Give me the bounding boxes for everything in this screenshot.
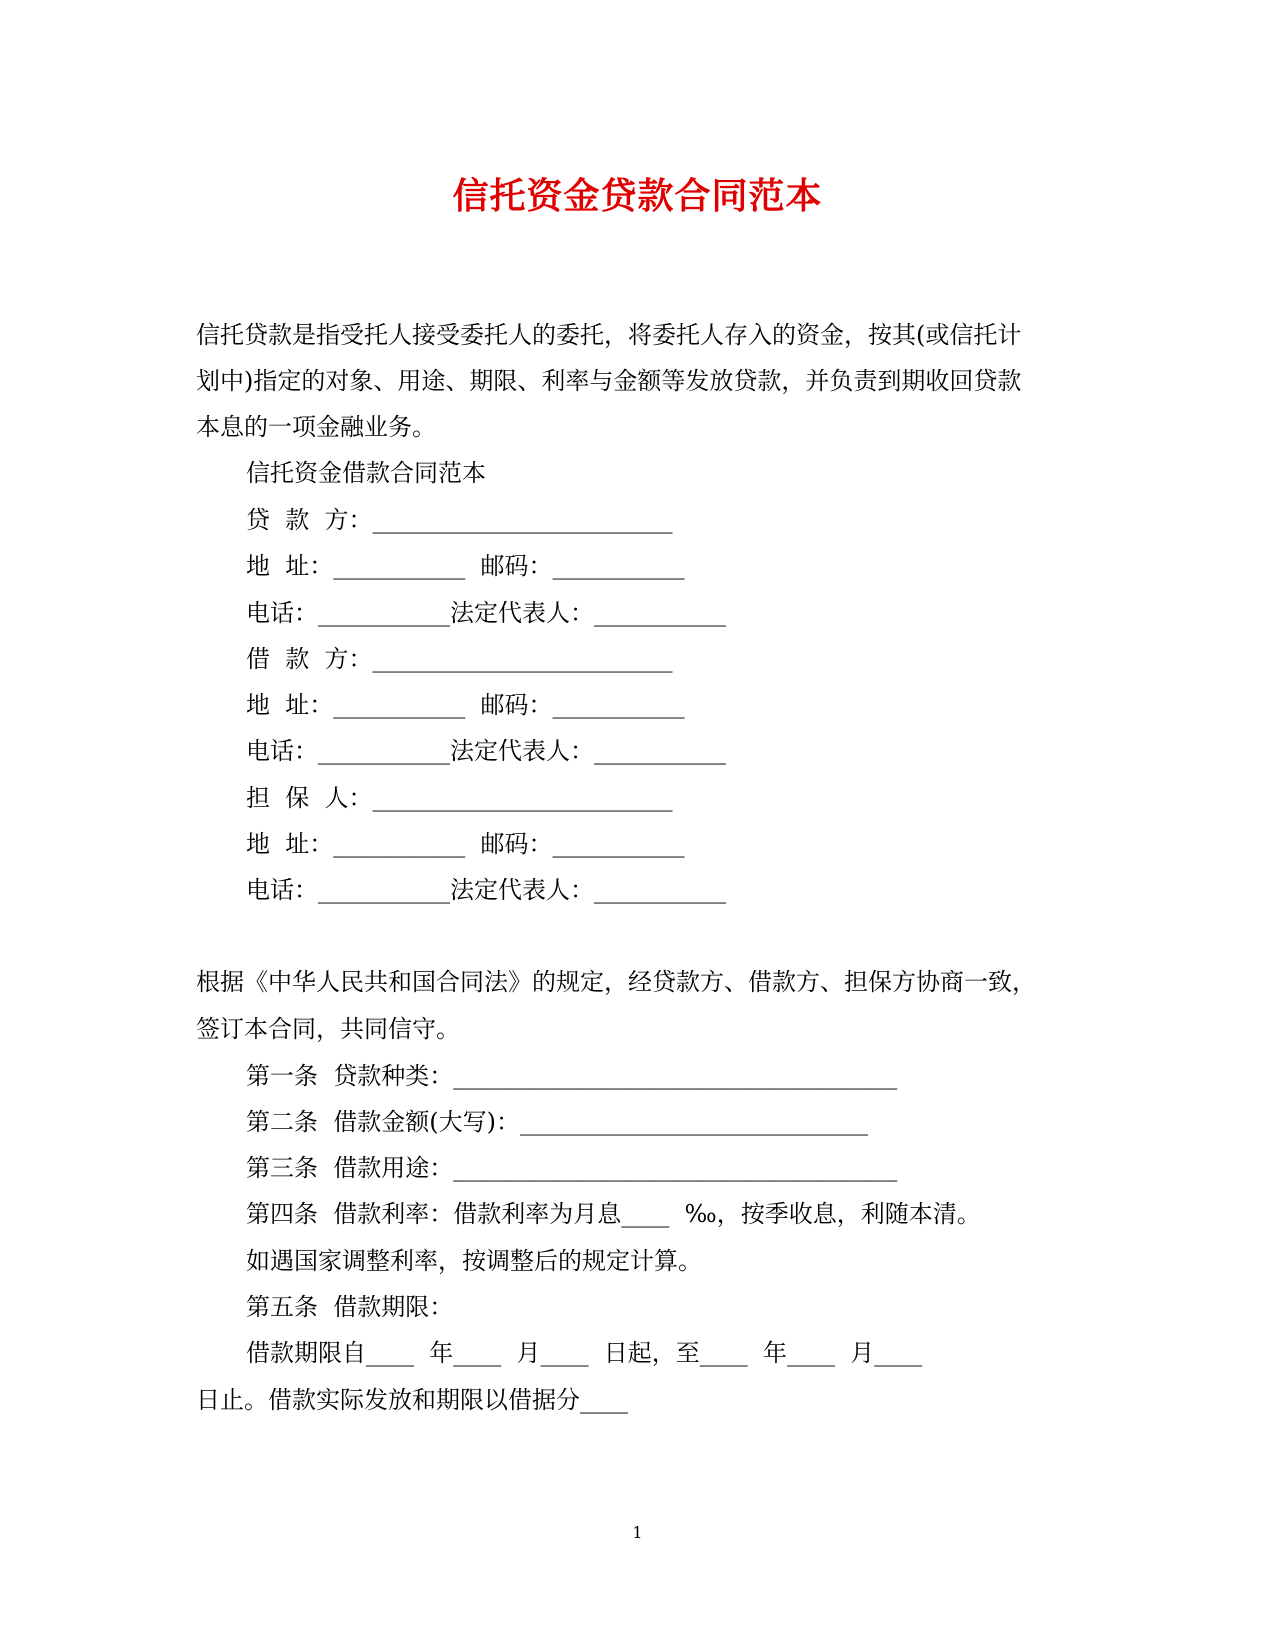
loan-term-line: 借款期限自____ 年____ 月____ 日起，至____ 年____ 月____	[246, 1339, 923, 1367]
intro-line: 本息的一项金融业务。	[196, 413, 436, 441]
document-title: 信托资金贷款合同范本	[452, 175, 823, 217]
lender-address-line: 地 址：___________ 邮码：___________	[246, 552, 685, 580]
article-3-line: 第三条 借款用途：_____________________________________	[246, 1154, 898, 1182]
article-2-line: 第二条 借款金额(大写)：_____________________________	[246, 1108, 868, 1136]
borrower-address-line: 地 址：___________ 邮码：___________	[246, 691, 685, 719]
borrower-phone-line: 电话：___________法定代表人：___________	[246, 737, 726, 765]
article-1-line: 第一条 贷款种类：_____________________________________	[246, 1062, 898, 1090]
borrower-name-line: 借 款 方：_________________________	[246, 645, 673, 673]
article-5-line: 第五条 借款期限：	[246, 1293, 454, 1321]
intro-line: 信托贷款是指受托人接受委托人的委托，将委托人存入的资金，按其(或信托计	[196, 321, 1022, 349]
closing-line: 日止。借款实际发放和期限以借据分____	[196, 1386, 628, 1414]
lender-name-line: 贷 款 方：_________________________	[246, 506, 673, 534]
article-4-line: 第四条 借款利率：借款利率为月息____ ‰，按季收息，利随本清。	[246, 1200, 981, 1228]
rate-adjust-line: 如遇国家调整利率，按调整后的规定计算。	[246, 1247, 702, 1275]
contract-subtitle: 信托资金借款合同范本	[246, 459, 486, 487]
basis-line: 根据《中华人民共和国合同法》的规定，经贷款方、借款方、担保方协商一致，	[196, 968, 1036, 996]
guarantor-name-line: 担 保 人：_________________________	[246, 784, 673, 812]
guarantor-address-line: 地 址：___________ 邮码：___________	[246, 830, 685, 858]
intro-line: 划中)指定的对象、用途、期限、利率与金额等发放贷款，并负责到期收回贷款	[196, 367, 1022, 395]
guarantor-phone-line: 电话：___________法定代表人：___________	[246, 876, 726, 904]
page-number: 1	[632, 1523, 643, 1542]
basis-line: 签订本合同，共同信守。	[196, 1015, 460, 1043]
lender-phone-line: 电话：___________法定代表人：___________	[246, 599, 726, 627]
